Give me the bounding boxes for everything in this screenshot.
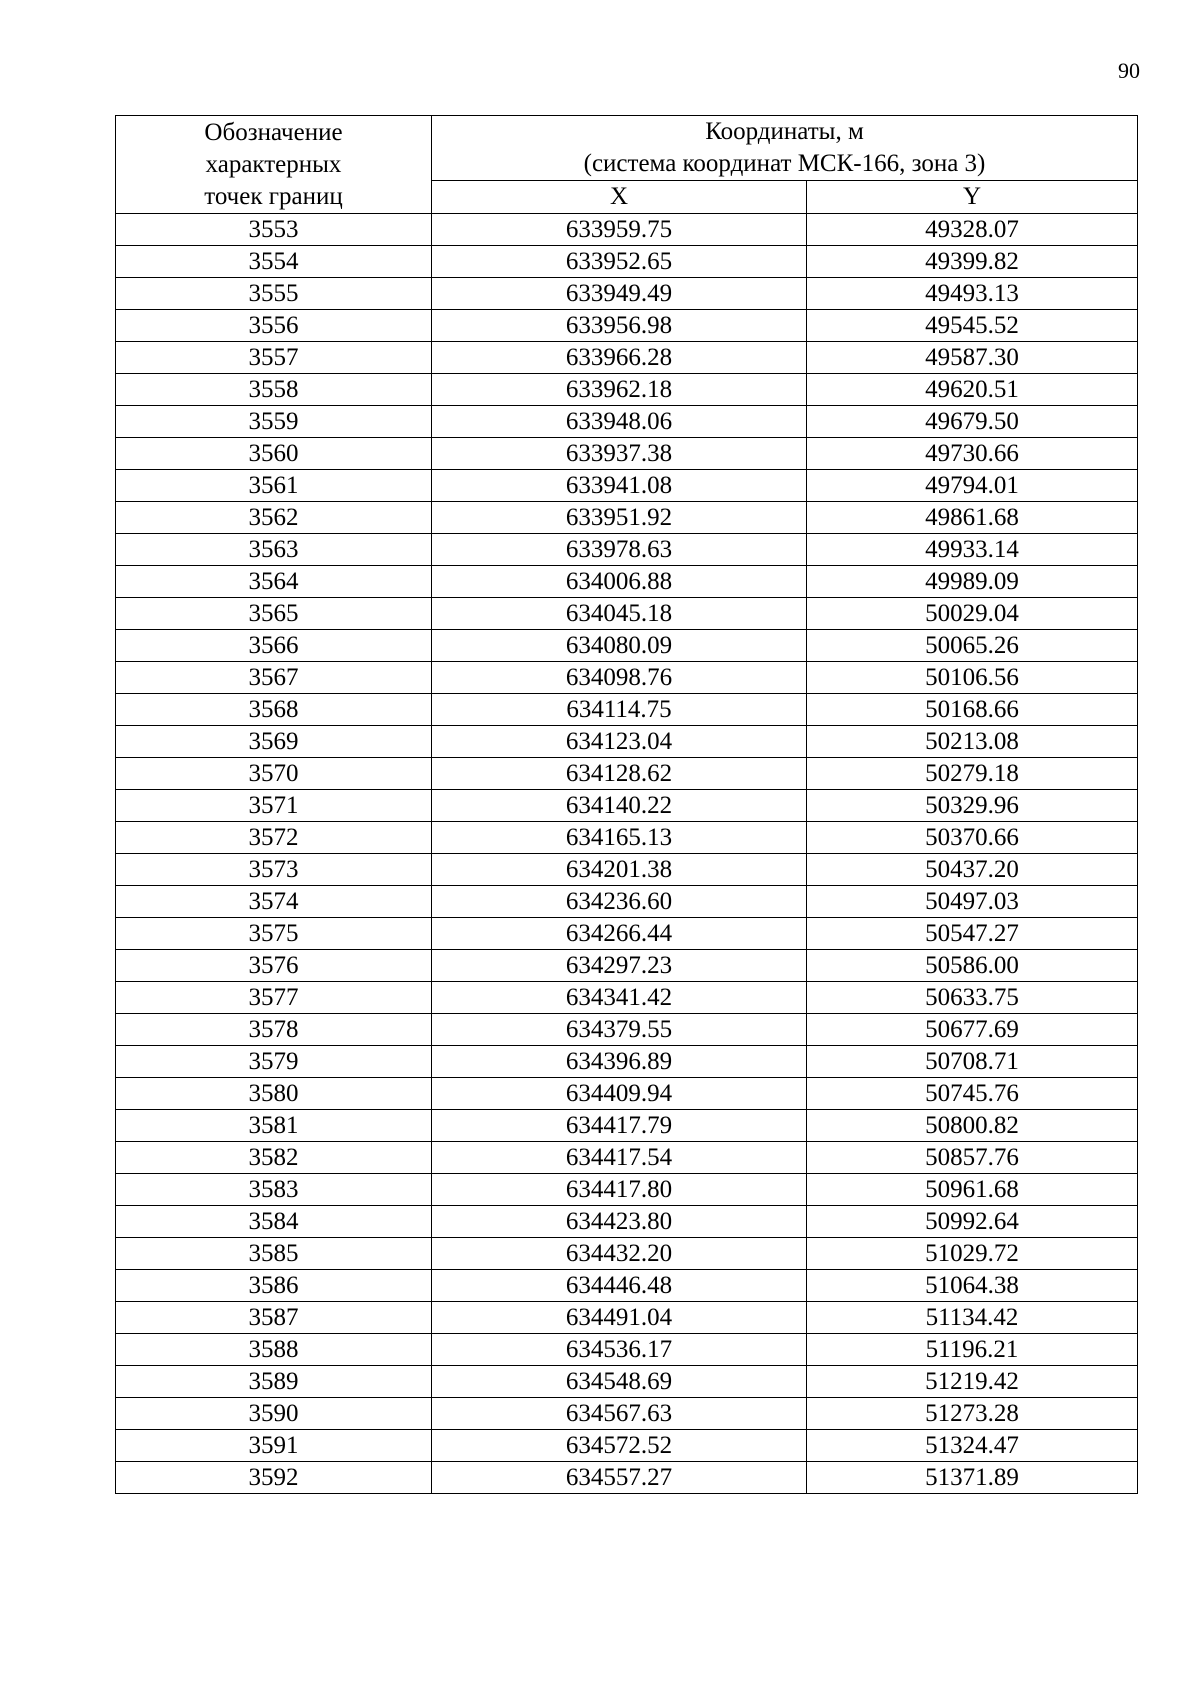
point-id-cell: 3553	[116, 214, 432, 246]
x-coordinate-cell: 634409.94	[432, 1078, 807, 1110]
table-row	[116, 1206, 1138, 1238]
point-id-cell: 3588	[116, 1334, 432, 1366]
table-row	[116, 470, 1138, 502]
coordinates-table	[115, 115, 1138, 1494]
x-coordinate-cell: 634396.89	[432, 1046, 807, 1078]
x-coordinate-cell: 634006.88	[432, 566, 807, 598]
y-coordinate-cell: 49933.14	[807, 534, 1138, 566]
x-coordinate-cell: 634045.18	[432, 598, 807, 630]
y-coordinate-cell: 50992.64	[807, 1206, 1138, 1238]
table-row	[116, 854, 1138, 886]
y-coordinate-cell: 50168.66	[807, 694, 1138, 726]
x-coordinate-cell: 634128.62	[432, 758, 807, 790]
y-coordinate-cell: 50279.18	[807, 758, 1138, 790]
y-coordinate-cell: 51371.89	[807, 1462, 1138, 1494]
point-id-cell: 3581	[116, 1110, 432, 1142]
y-coordinate-cell: 50497.03	[807, 886, 1138, 918]
table-row	[116, 438, 1138, 470]
table-row	[116, 566, 1138, 598]
table-row	[116, 278, 1138, 310]
x-coordinate-cell: 633978.63	[432, 534, 807, 566]
point-id-cell: 3554	[116, 246, 432, 278]
point-id-cell: 3572	[116, 822, 432, 854]
x-coordinate-cell: 634417.54	[432, 1142, 807, 1174]
y-coordinate-cell: 49587.30	[807, 342, 1138, 374]
table-row	[116, 374, 1138, 406]
table-row	[116, 598, 1138, 630]
y-coordinate-cell: 50677.69	[807, 1014, 1138, 1046]
table-row	[116, 758, 1138, 790]
table-row	[116, 950, 1138, 982]
x-coordinate-cell: 634536.17	[432, 1334, 807, 1366]
y-coordinate-cell: 49493.13	[807, 278, 1138, 310]
y-coordinate-cell: 50708.71	[807, 1046, 1138, 1078]
table-row	[116, 1046, 1138, 1078]
x-coordinate-cell: 633948.06	[432, 406, 807, 438]
point-id-cell: 3575	[116, 918, 432, 950]
y-coordinate-cell: 49620.51	[807, 374, 1138, 406]
table-row	[116, 1142, 1138, 1174]
x-coordinate-cell: 633962.18	[432, 374, 807, 406]
y-coordinate-cell: 50213.08	[807, 726, 1138, 758]
x-coordinate-cell: 634417.80	[432, 1174, 807, 1206]
y-coordinate-cell: 49399.82	[807, 246, 1138, 278]
table-row	[116, 1270, 1138, 1302]
x-coordinate-cell: 633966.28	[432, 342, 807, 374]
y-coordinate-cell: 51029.72	[807, 1238, 1138, 1270]
x-coordinate-cell: 634446.48	[432, 1270, 807, 1302]
x-coordinate-cell: 634114.75	[432, 694, 807, 726]
y-coordinate-cell: 50745.76	[807, 1078, 1138, 1110]
y-coordinate-cell: 50106.56	[807, 662, 1138, 694]
table-row	[116, 214, 1138, 246]
x-coordinate-cell: 634080.09	[432, 630, 807, 662]
y-coordinate-cell: 49679.50	[807, 406, 1138, 438]
coords-header-line: Координаты, м	[705, 118, 864, 145]
coords-header-line: (система координат МСК-166, зона 3)	[583, 150, 986, 177]
point-id-cell: 3566	[116, 630, 432, 662]
point-id-cell: 3562	[116, 502, 432, 534]
y-coordinate-cell: 50633.75	[807, 982, 1138, 1014]
point-id-cell: 3555	[116, 278, 432, 310]
table-row	[116, 1014, 1138, 1046]
y-column-header: Y	[807, 181, 1138, 214]
y-coordinate-cell: 51273.28	[807, 1398, 1138, 1430]
point-id-cell: 3577	[116, 982, 432, 1014]
table-row	[116, 1110, 1138, 1142]
x-coordinate-cell: 634140.22	[432, 790, 807, 822]
page-number: 90	[1118, 58, 1140, 83]
table-row	[116, 918, 1138, 950]
table-row	[116, 1462, 1138, 1494]
y-coordinate-cell: 51219.42	[807, 1366, 1138, 1398]
x-coordinate-cell: 634417.79	[432, 1110, 807, 1142]
x-coordinate-cell: 633937.38	[432, 438, 807, 470]
point-id-cell: 3556	[116, 310, 432, 342]
x-coordinate-cell: 634201.38	[432, 854, 807, 886]
point-id-cell: 3592	[116, 1462, 432, 1494]
point-id-cell: 3559	[116, 406, 432, 438]
table-row	[116, 310, 1138, 342]
point-id-cell: 3582	[116, 1142, 432, 1174]
x-coordinate-cell: 633949.49	[432, 278, 807, 310]
x-coordinate-cell: 634491.04	[432, 1302, 807, 1334]
point-id-cell: 3568	[116, 694, 432, 726]
y-coordinate-cell: 51324.47	[807, 1430, 1138, 1462]
x-coordinate-cell: 634572.52	[432, 1430, 807, 1462]
table-row	[116, 1334, 1138, 1366]
point-id-cell: 3569	[116, 726, 432, 758]
y-coordinate-cell: 49989.09	[807, 566, 1138, 598]
table-row	[116, 1174, 1138, 1206]
y-coordinate-cell: 49328.07	[807, 214, 1138, 246]
table-row	[116, 1398, 1138, 1430]
table-row	[116, 694, 1138, 726]
point-designation-header	[116, 116, 432, 214]
x-coordinate-cell: 633941.08	[432, 470, 807, 502]
y-coordinate-cell: 51196.21	[807, 1334, 1138, 1366]
point-id-cell: 3565	[116, 598, 432, 630]
point-id-cell: 3583	[116, 1174, 432, 1206]
point-id-cell: 3587	[116, 1302, 432, 1334]
x-coordinate-cell: 634266.44	[432, 918, 807, 950]
x-coordinate-cell: 634297.23	[432, 950, 807, 982]
table-row	[116, 534, 1138, 566]
point-id-cell: 3584	[116, 1206, 432, 1238]
y-coordinate-cell: 49861.68	[807, 502, 1138, 534]
y-coordinate-cell: 50029.04	[807, 598, 1138, 630]
coordinates-header	[432, 116, 1138, 181]
point-id-cell: 3590	[116, 1398, 432, 1430]
x-coordinate-cell: 634341.42	[432, 982, 807, 1014]
point-id-cell: 3573	[116, 854, 432, 886]
x-coordinate-cell: 633959.75	[432, 214, 807, 246]
point-id-cell: 3585	[116, 1238, 432, 1270]
table-row	[116, 1302, 1138, 1334]
y-coordinate-cell: 50857.76	[807, 1142, 1138, 1174]
x-coordinate-cell: 634432.20	[432, 1238, 807, 1270]
table-row	[116, 630, 1138, 662]
x-coordinate-cell: 634098.76	[432, 662, 807, 694]
table-header	[116, 116, 1138, 214]
table-row	[116, 822, 1138, 854]
point-id-cell: 3567	[116, 662, 432, 694]
x-coordinate-cell: 634165.13	[432, 822, 807, 854]
x-column-header: X	[432, 181, 807, 214]
point-id-cell: 3591	[116, 1430, 432, 1462]
y-coordinate-cell: 49545.52	[807, 310, 1138, 342]
point-id-cell: 3574	[116, 886, 432, 918]
table-row	[116, 726, 1138, 758]
point-id-cell: 3558	[116, 374, 432, 406]
x-coordinate-cell: 633951.92	[432, 502, 807, 534]
point-id-cell: 3579	[116, 1046, 432, 1078]
table-row	[116, 1366, 1138, 1398]
x-coordinate-cell: 634423.80	[432, 1206, 807, 1238]
point-header-line: точек границ	[204, 182, 343, 210]
point-id-cell: 3578	[116, 1014, 432, 1046]
x-coordinate-cell: 634567.63	[432, 1398, 807, 1430]
point-id-cell: 3564	[116, 566, 432, 598]
table-row	[116, 1078, 1138, 1110]
x-coordinate-cell: 633952.65	[432, 246, 807, 278]
x-coordinate-cell: 634236.60	[432, 886, 807, 918]
y-coordinate-cell: 50329.96	[807, 790, 1138, 822]
y-coordinate-cell: 49794.01	[807, 470, 1138, 502]
y-coordinate-cell: 51064.38	[807, 1270, 1138, 1302]
table-row	[116, 790, 1138, 822]
y-coordinate-cell: 50586.00	[807, 950, 1138, 982]
y-coordinate-cell: 50437.20	[807, 854, 1138, 886]
y-coordinate-cell: 50961.68	[807, 1174, 1138, 1206]
y-coordinate-cell: 51134.42	[807, 1302, 1138, 1334]
table-row	[116, 886, 1138, 918]
table-row	[116, 342, 1138, 374]
table-row	[116, 502, 1138, 534]
point-id-cell: 3589	[116, 1366, 432, 1398]
x-coordinate-cell: 634123.04	[432, 726, 807, 758]
point-id-cell: 3557	[116, 342, 432, 374]
y-coordinate-cell: 49730.66	[807, 438, 1138, 470]
table-row	[116, 982, 1138, 1014]
table-row	[116, 1430, 1138, 1462]
point-id-cell: 3580	[116, 1078, 432, 1110]
point-id-cell: 3560	[116, 438, 432, 470]
table-row	[116, 662, 1138, 694]
point-id-cell: 3576	[116, 950, 432, 982]
point-id-cell: 3561	[116, 470, 432, 502]
point-id-cell: 3570	[116, 758, 432, 790]
table-row	[116, 1238, 1138, 1270]
table-body	[116, 214, 1138, 1494]
point-header-line: Обозначение	[204, 118, 343, 146]
table-row	[116, 406, 1138, 438]
x-coordinate-cell: 633956.98	[432, 310, 807, 342]
table-row	[116, 246, 1138, 278]
y-coordinate-cell: 50370.66	[807, 822, 1138, 854]
x-coordinate-cell: 634557.27	[432, 1462, 807, 1494]
point-id-cell: 3586	[116, 1270, 432, 1302]
y-coordinate-cell: 50065.26	[807, 630, 1138, 662]
point-id-cell: 3571	[116, 790, 432, 822]
x-coordinate-cell: 634379.55	[432, 1014, 807, 1046]
y-coordinate-cell: 50547.27	[807, 918, 1138, 950]
point-header-line: характерных	[205, 150, 342, 178]
point-id-cell: 3563	[116, 534, 432, 566]
x-coordinate-cell: 634548.69	[432, 1366, 807, 1398]
y-coordinate-cell: 50800.82	[807, 1110, 1138, 1142]
